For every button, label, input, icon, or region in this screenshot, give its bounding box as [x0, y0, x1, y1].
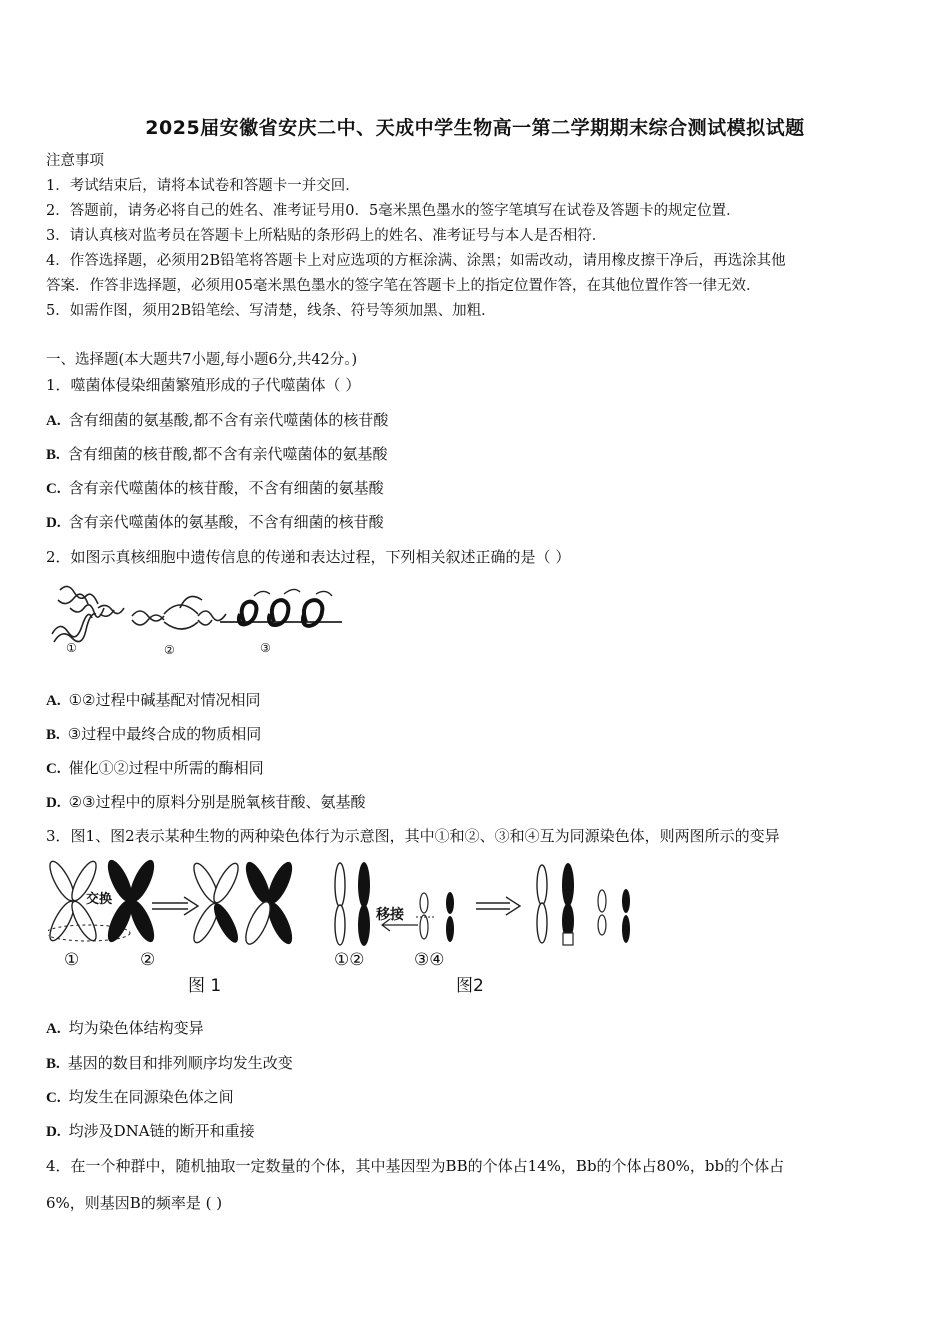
q2-option-d: D. ②③过程中的原料分别是脱氧核苷酸、氨基酸 — [46, 793, 366, 811]
notice-heading: 注意事项 — [46, 153, 104, 169]
notice-item: 5．如需作图，须用2B铅笔绘、写清楚，线条、符号等须加黑、加粗． — [46, 303, 496, 319]
q3-option-c: C. 均发生在同源染色体之间 — [46, 1088, 234, 1106]
notice-item: 4．作答选择题，必须用2B铅笔将答题卡上对应选项的方框涂满、涂黑；如需改动，请用橡皮擦干净后，再选涂其他 — [46, 253, 786, 269]
figure-label: ② — [164, 643, 175, 657]
q2-option-b: B. ③过程中最终合成的物质相同 — [46, 725, 262, 743]
q3-option-d: D. 均涉及DNA链的断开和重接 — [46, 1122, 255, 1140]
figure-label: ③ — [260, 641, 271, 655]
figure-label: ① — [66, 641, 77, 655]
q1-option-a: A. 含有细菌的氨基酸,都不含有亲代噬菌体的核苷酸 — [46, 411, 389, 429]
q1-option-c: C. 含有亲代噬菌体的核苷酸，不含有细菌的氨基酸 — [46, 479, 384, 497]
q3-option-a: A. 均为染色体结构变异 — [46, 1019, 204, 1037]
q2-option-c: C. 催化①②过程中所需的酶相同 — [46, 759, 264, 777]
page-title: 2025届安徽省安庆二中、天成中学生物高一第二学期期末综合测试模拟试题 — [145, 117, 805, 139]
question-2-stem: 2．如图示真核细胞中遗传信息的传递和表达过程，下列相关叙述正确的是（ ） — [46, 548, 571, 566]
fig2-label: ①② — [334, 950, 365, 970]
move-label: 移接 — [376, 907, 404, 923]
fig2-caption: 图2 — [456, 976, 484, 996]
notice-item: 2．答题前，请务必将自己的姓名、准考证号用0．5毫米黑色墨水的签字笔填写在试卷及答题卡的规定位置． — [46, 203, 741, 219]
fig2-label: ③④ — [414, 950, 445, 970]
notice-item: 1．考试结束后，请将本试卷和答题卡一并交回． — [46, 178, 360, 194]
notice-item: 答案．作答非选择题，必须用05毫米黑色墨水的签字笔在答题卡上的指定位置作答，在其他位置作答一律无效． — [46, 278, 761, 294]
fig1-label: ① — [64, 950, 80, 970]
notice-item: 3．请认真核对监考员在答题卡上所粘贴的条形码上的姓名、准考证号与本人是否相符． — [46, 228, 607, 244]
fig1-caption: 图 1 — [188, 976, 222, 996]
question-4-stem-continued: 6%，则基因B的频率是 ( ) — [46, 1194, 223, 1212]
q1-option-d: D. 含有亲代噬菌体的氨基酸，不含有细菌的核苷酸 — [46, 513, 384, 531]
chromosome-variation-figure — [48, 855, 648, 1000]
fig1-label: ② — [140, 950, 156, 970]
q2-option-a: A. ①②过程中碱基配对情况相同 — [46, 691, 261, 709]
q3-option-b: B. 基因的数目和排列顺序均发生改变 — [46, 1054, 293, 1072]
question-3-stem: 3．图1、图2表示某种生物的两种染色体行为示意图，其中①和②、③和④互为同源染色体，则两图所示的变异 — [46, 827, 780, 845]
question-1-stem: 1．噬菌体侵染细菌繁殖形成的子代噬菌体（ ） — [46, 376, 361, 394]
swap-label: 交换 — [86, 892, 113, 907]
question-4-stem: 4．在一个种群中，随机抽取一定数量的个体，其中基因型为BB的个体占14%，Bb的个体占80%，bb的个体占 — [46, 1157, 785, 1175]
q1-option-b: B. 含有细菌的核苷酸,都不含有亲代噬菌体的氨基酸 — [46, 445, 388, 463]
section-heading: 一、选择题(本大题共7小题,每小题6分,共42分。) — [46, 352, 358, 368]
dna-process-figure — [48, 578, 346, 660]
